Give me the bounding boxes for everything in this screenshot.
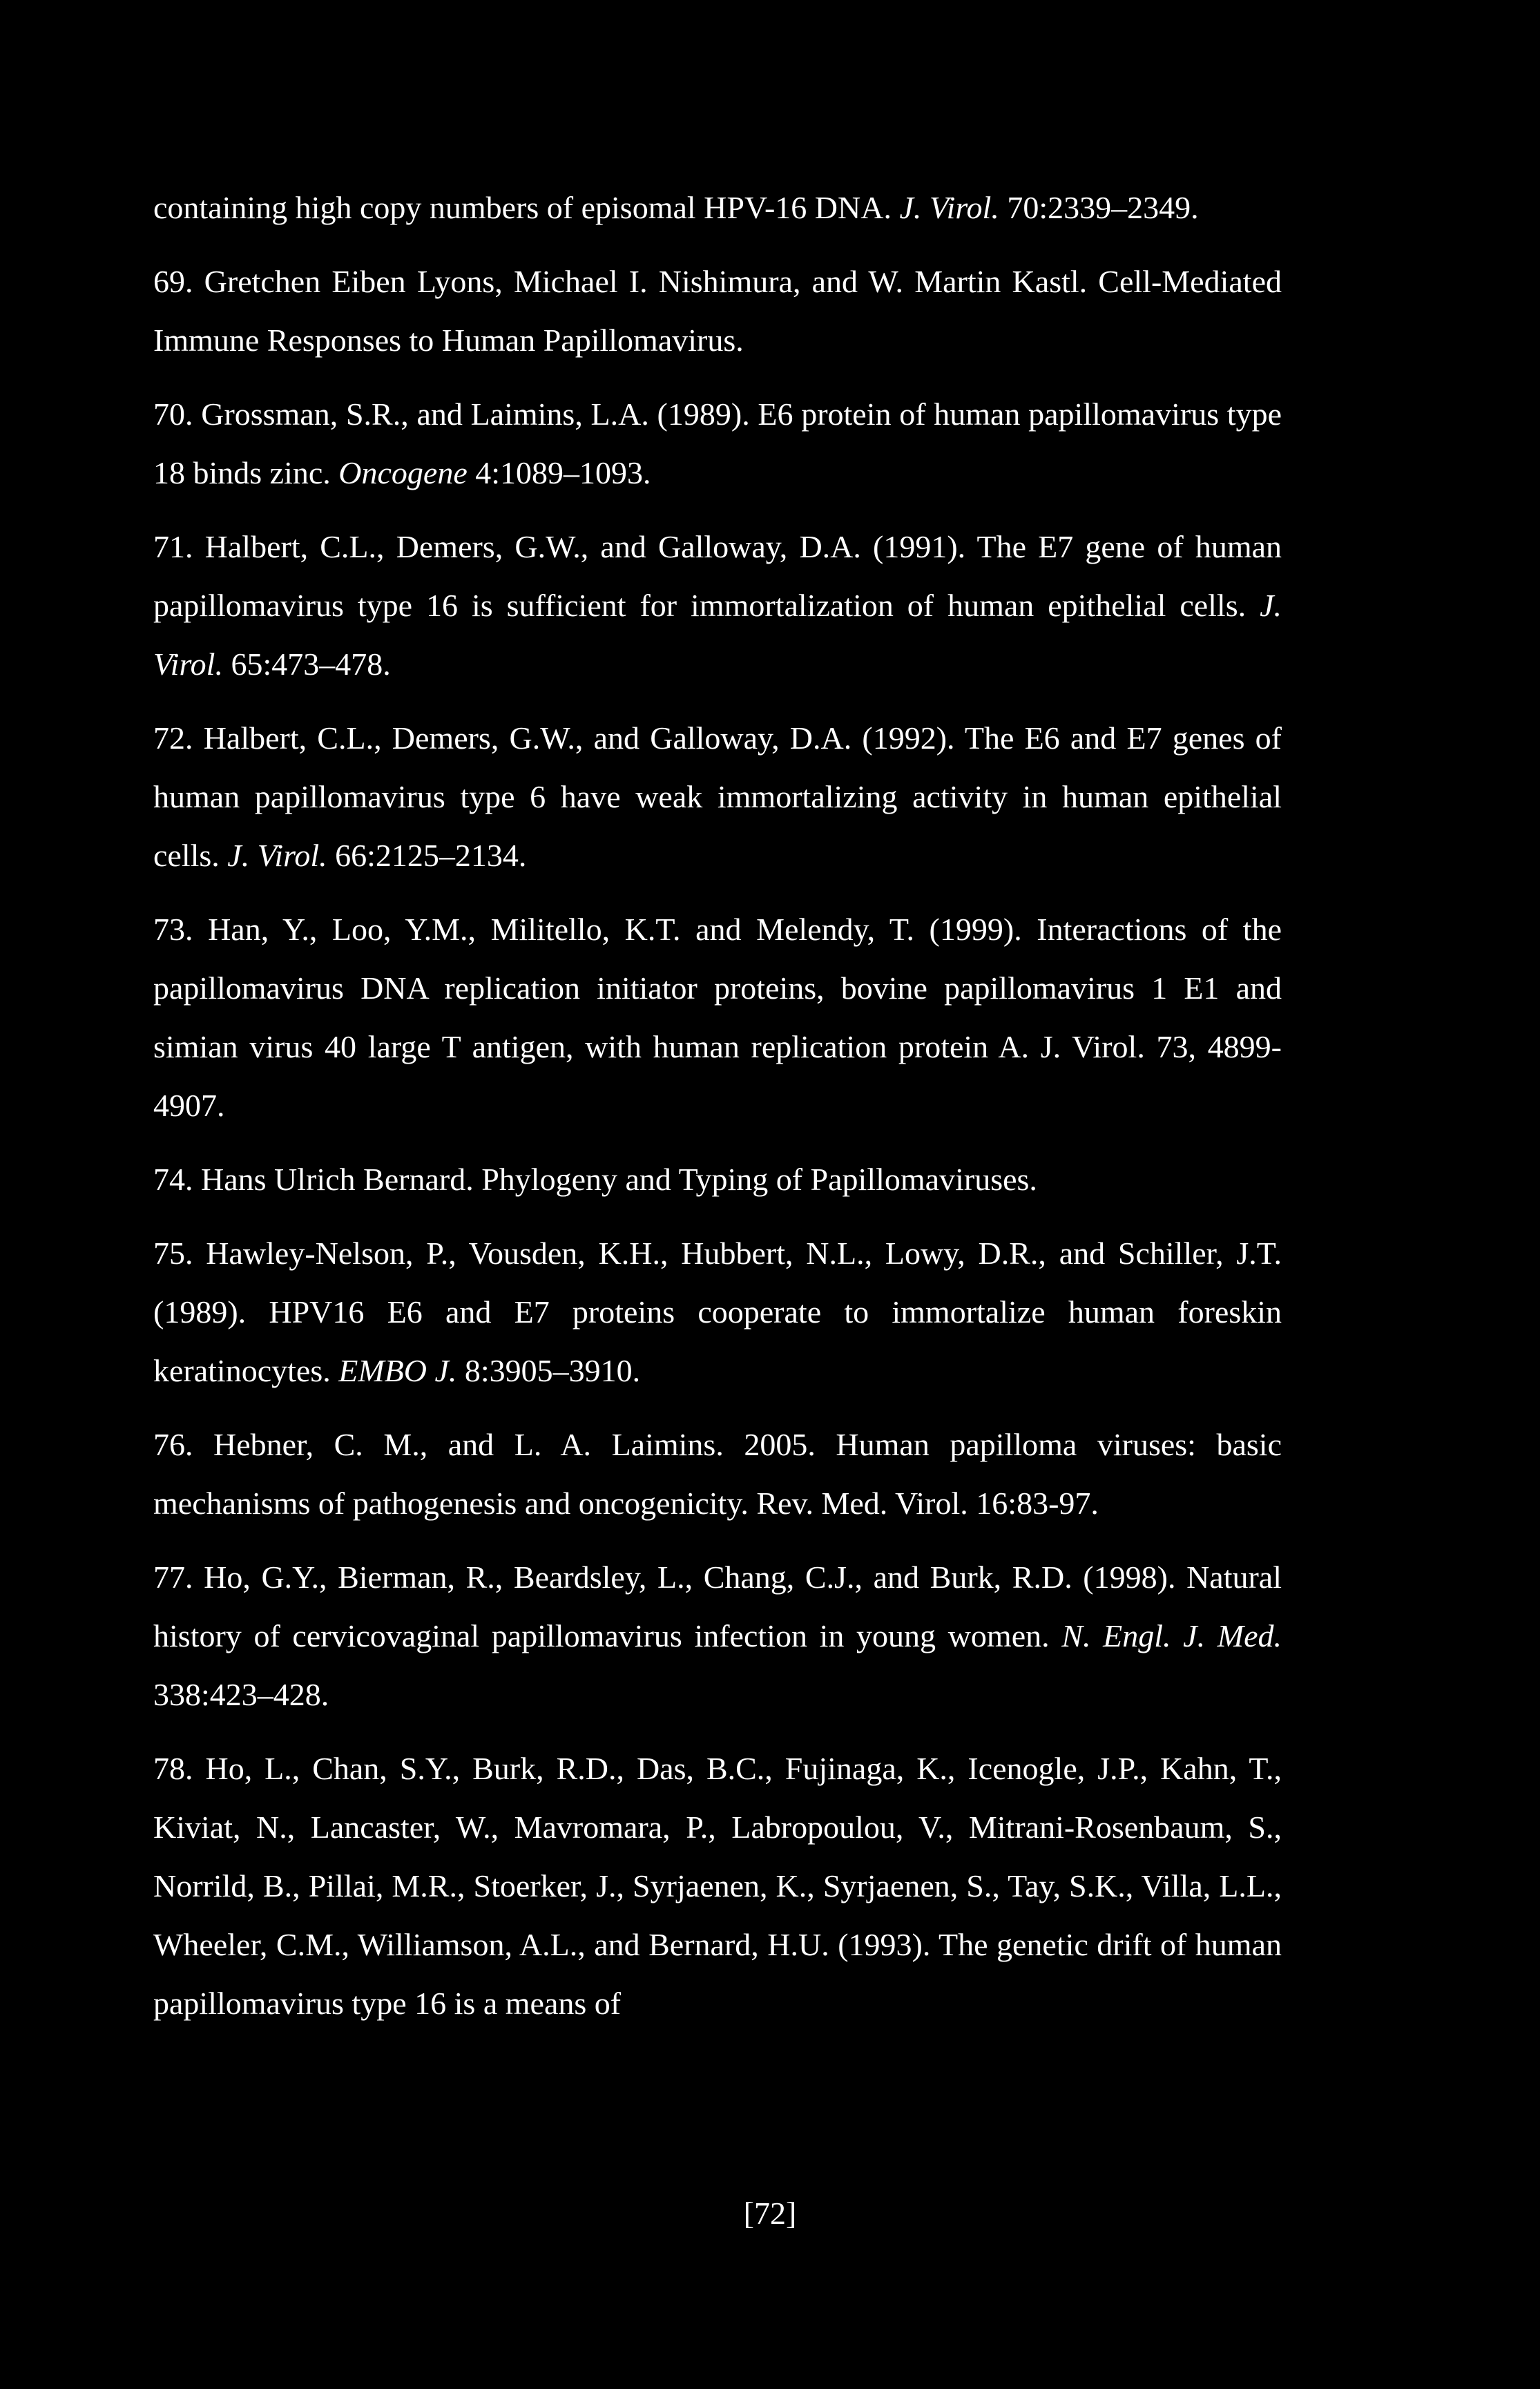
reference-text: containing high copy numbers of episomal HPV-16 DNA.	[153, 190, 900, 225]
page-number: [72]	[743, 2196, 797, 2231]
reference-number: 78.	[153, 1751, 193, 1786]
reference-text: Hans Ulrich Bernard. Phylogeny and Typing of Papillomaviruses.	[201, 1162, 1037, 1197]
reference-number: 76.	[153, 1427, 193, 1462]
reference-number: 72.	[153, 720, 193, 756]
reference-text: Halbert, C.L., Demers, G.W., and Galloway, D.A. (1991). The E7 gene of human papillomavirus type 16 is sufficient for immortalization of human epithelial cells.	[153, 529, 1282, 623]
reference-item	[153, 1415, 1282, 1533]
reference-text: Grossman, S.R., and Laimins, L.A. (1989). E6 protein of human papillomavirus type 18 binds zinc.	[153, 396, 1282, 490]
reference-number: 69.	[153, 264, 193, 299]
reference-item	[153, 1150, 1282, 1209]
reference-item	[153, 385, 1282, 502]
reference-list	[153, 178, 1282, 2048]
reference-item	[153, 517, 1282, 693]
reference-text: 65:473–478.	[222, 646, 391, 682]
reference-text: Hawley-Nelson, P., Vousden, K.H., Hubbert, N.L., Lowy, D.R., and Schiller, J.T. (1989). HPV16 E6 and E7 proteins cooperate to immortalize human foreskin keratinocytes.	[153, 1236, 1282, 1388]
reference-number: 70.	[153, 396, 193, 432]
reference-item	[153, 1739, 1282, 2033]
reference-number: 75.	[153, 1236, 193, 1271]
reference-item	[153, 709, 1282, 885]
reference-number: 71.	[153, 529, 193, 564]
reference-item	[153, 1548, 1282, 1724]
reference-text: 8:3905–3910.	[456, 1353, 641, 1388]
reference-text: 66:2125–2134.	[327, 838, 527, 873]
reference-text: Gretchen Eiben Lyons, Michael I. Nishimura, and W. Martin Kastl. Cell-Mediated Immune Responses to Human Papillomavirus.	[153, 264, 1282, 358]
reference-journal: EMBO J.	[338, 1353, 457, 1388]
reference-journal: J. Virol.	[153, 588, 1282, 682]
reference-number: 77.	[153, 1560, 193, 1595]
reference-text: 338:423–428.	[153, 1677, 329, 1712]
reference-item	[153, 900, 1282, 1135]
reference-item	[153, 1224, 1282, 1400]
reference-item	[153, 252, 1282, 370]
reference-text: Ho, L., Chan, S.Y., Burk, R.D., Das, B.C., Fujinaga, K., Icenogle, J.P., Kahn, T., Kiviat, N., Lancaster, W., Mavromara, P., Labropoulou, V., Mitrani-Rosenbaum, S., Norrild, B., Pillai, M.R., Stoerker, J., Syrjaenen, K., Syrjaenen, S., Tay, S.K., Villa, L.L., Wheeler, C.M., Williamson, A.L., and Bernard, H.U. (1993). The genetic drift of human papillomavirus type 16 is a means of	[153, 1751, 1282, 2021]
reference-journal: N. Engl. J. Med.	[1061, 1618, 1282, 1653]
reference-number: 74.	[153, 1162, 193, 1197]
reference-text: Halbert, C.L., Demers, G.W., and Galloway, D.A. (1992). The E6 and E7 genes of human papillomavirus type 6 have weak immortalizing activity in human epithelial cells.	[153, 720, 1282, 873]
reference-items	[153, 252, 1282, 2033]
reference-journal: J. Virol.	[227, 838, 327, 873]
reference-journal: Oncogene	[338, 455, 468, 490]
reference-text: Hebner, C. M., and L. A. Laimins. 2005. Human papilloma viruses: basic mechanisms of pathogenesis and oncogenicity. Rev. Med. Virol. 16:83-97.	[153, 1427, 1282, 1521]
reference-text: 4:1089–1093.	[467, 455, 651, 490]
reference-text: Ho, G.Y., Bierman, R., Beardsley, L., Chang, C.J., and Burk, R.D. (1998). Natural history of cervicovaginal papillomavirus infection in young women.	[153, 1560, 1282, 1653]
reference-number: 73.	[153, 912, 193, 947]
reference-continuation	[153, 178, 1282, 237]
reference-text: 70:2339–2349.	[999, 190, 1199, 225]
reference-journal: J. Virol.	[899, 190, 999, 225]
reference-text: Han, Y., Loo, Y.M., Militello, K.T. and Melendy, T. (1999). Interactions of the papillomavirus DNA replication initiator proteins, bovine papillomavirus 1 E1 and simian virus 40 large T antigen, with human replication protein A. J. Virol. 73, 4899-4907.	[153, 912, 1282, 1123]
